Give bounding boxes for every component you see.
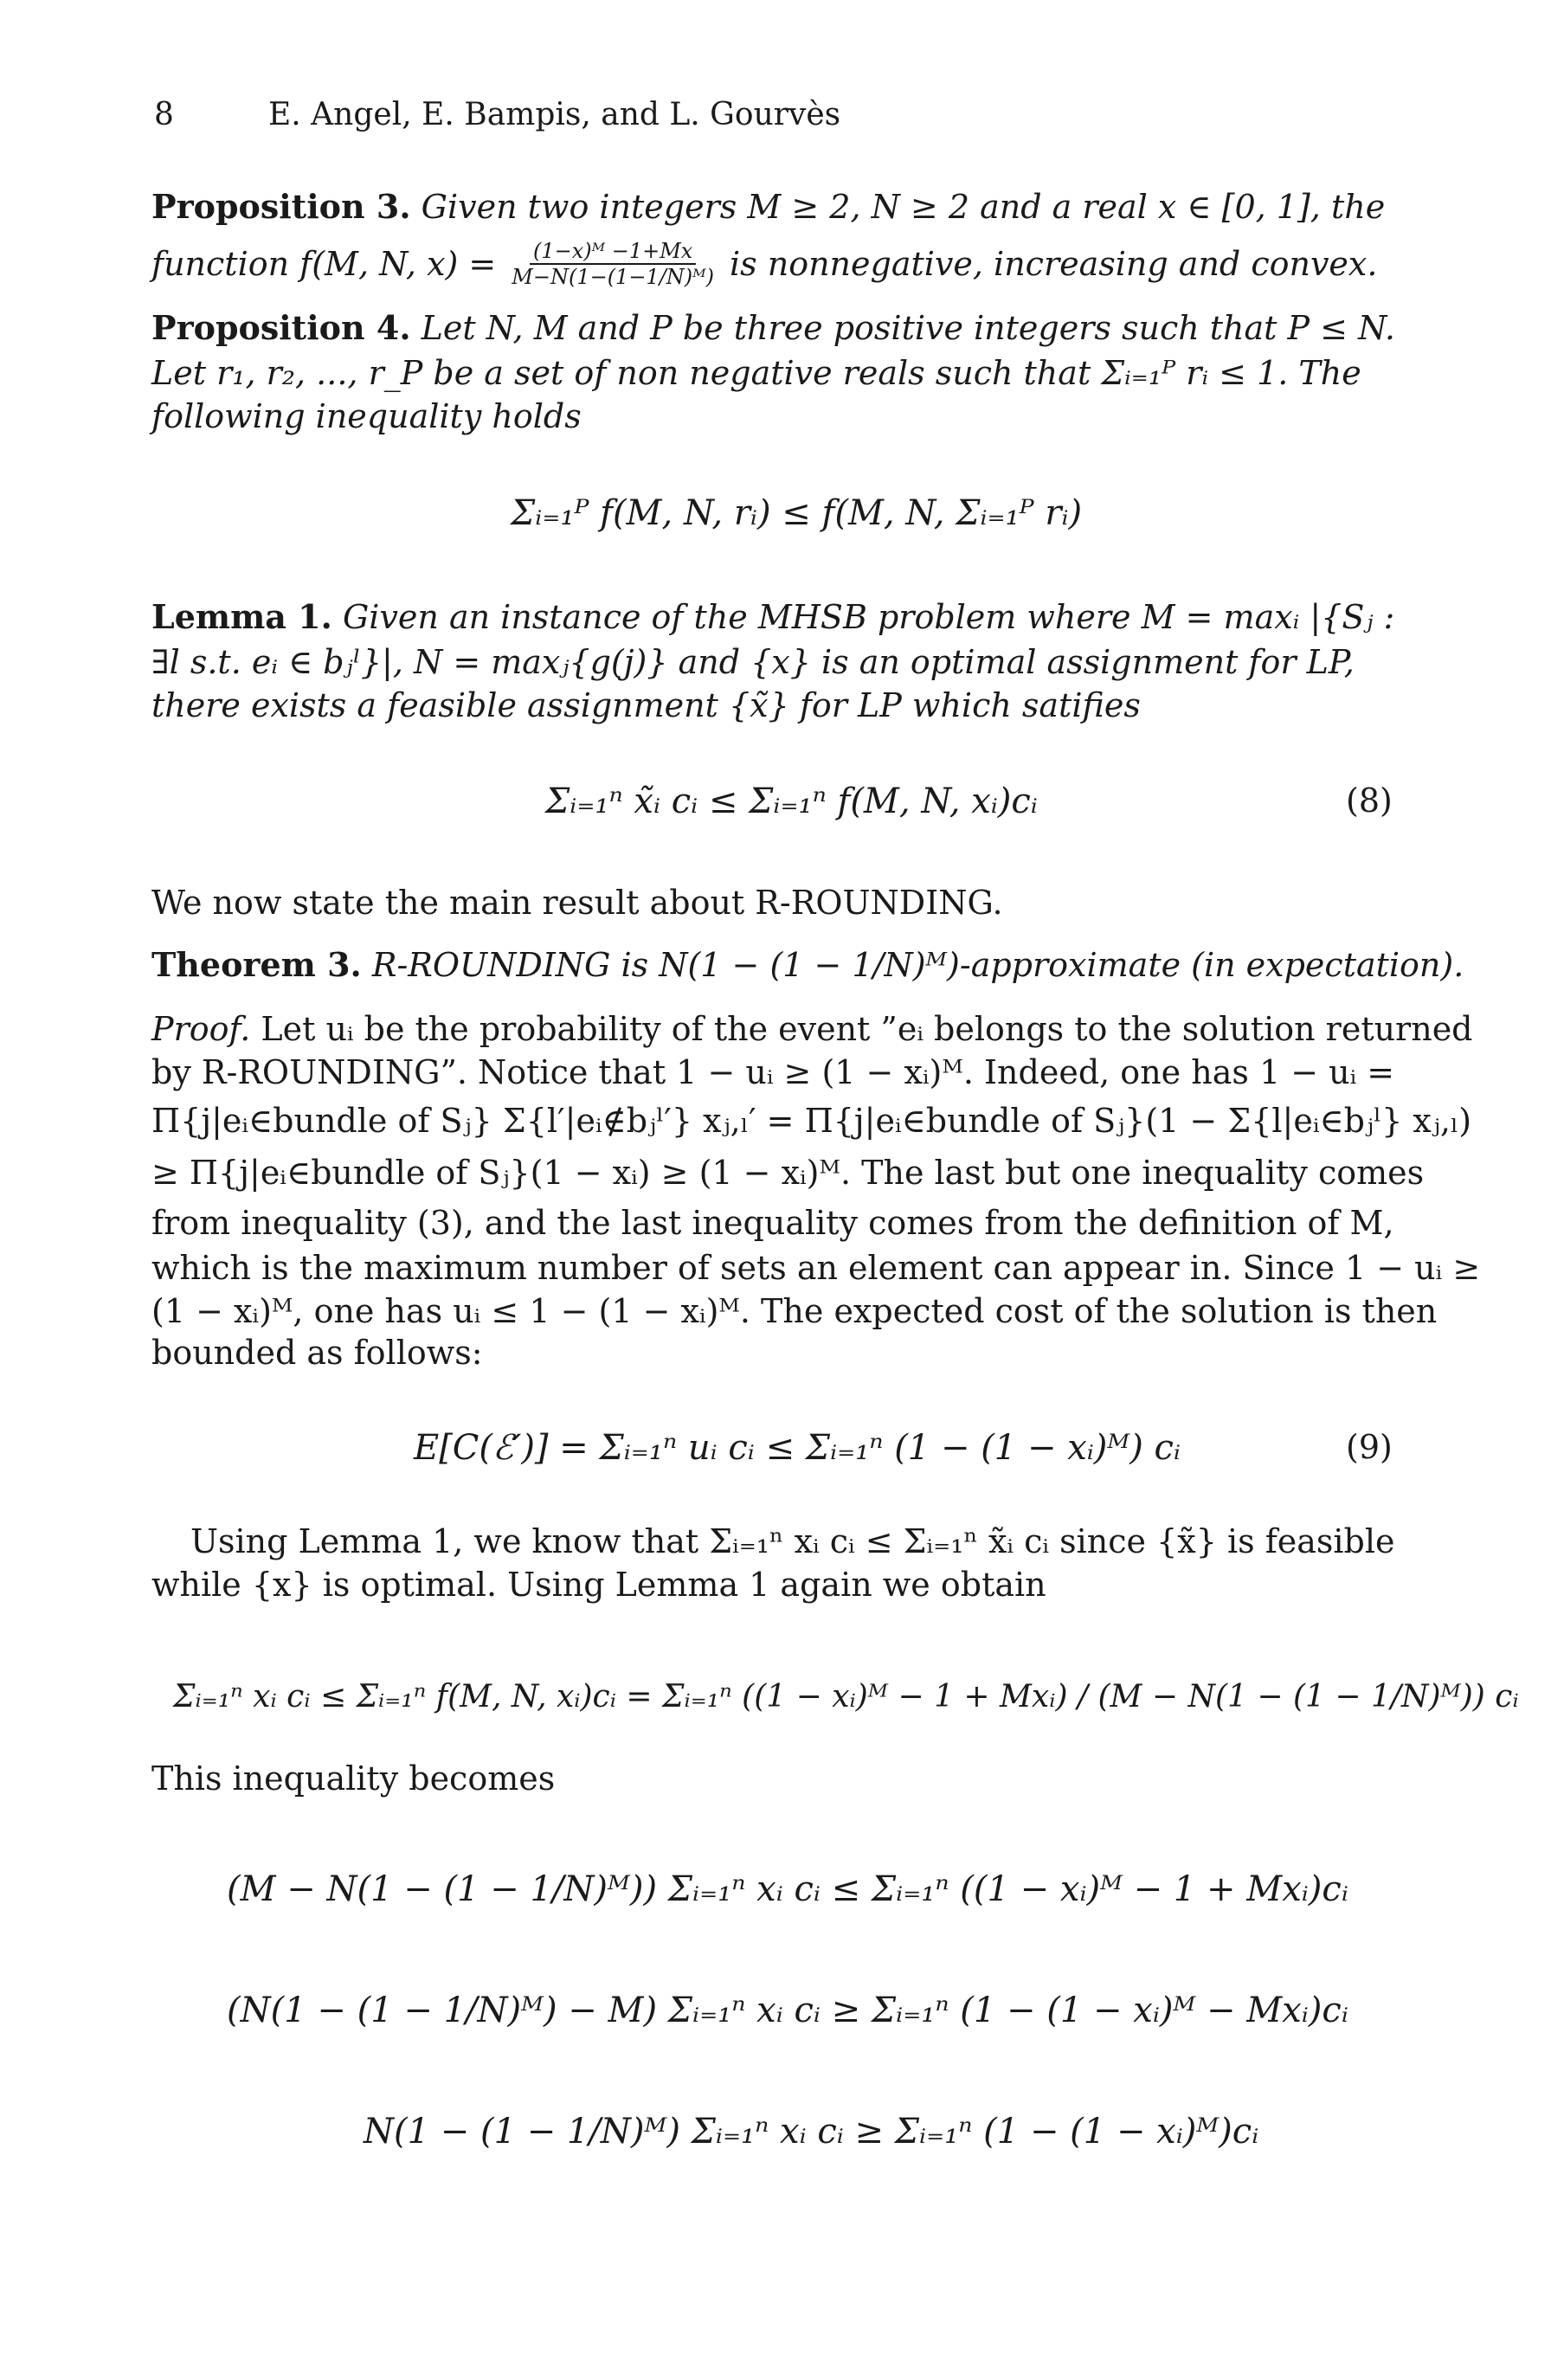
proof-line-3: Π{j|eᵢ∈bundle of Sⱼ} Σ{l′|eᵢ∉bⱼˡ′} xⱼ,ₗ′ = Π{j|eᵢ∈bundle of Sⱼ}(1 − Σ{l|eᵢ∈bⱼˡ} xⱼ,ₗ): [151, 1102, 1472, 1140]
proof-text-1: Let uᵢ be the probability of the event ”eᵢ belongs to the solution returned: [261, 1010, 1473, 1048]
lemma-1-line1: [151, 595, 1394, 639]
proposition-3-line1: [151, 185, 1385, 228]
proof-line-1: [151, 1007, 1473, 1051]
proposition-3-function: function f(M, N, x) =: [151, 245, 497, 283]
using-line-1: Using Lemma 1, we know that Σᵢ₌₁ⁿ xᵢ cᵢ ≤ Σᵢ₌₁ⁿ x̃ᵢ cᵢ since {x̃} is feasible: [190, 1522, 1395, 1560]
equation-number-8: (8): [1346, 782, 1393, 820]
lemma-1-text-1: Given an instance of the MHSB problem where M = maxᵢ |{Sⱼ :: [342, 598, 1395, 636]
page-number: 8: [154, 97, 174, 132]
proposition-3-fraction: [508, 239, 718, 289]
proposition-4-equation: Σᵢ₌₁ᴾ f(M, N, rᵢ) ≤ f(M, N, Σᵢ₌₁ᴾ rᵢ): [511, 493, 1083, 533]
theorem-3: [151, 943, 1464, 987]
proposition-4-line1: [151, 306, 1395, 350]
inequality-line-3: N(1 − (1 − 1/N)ᴹ) Σᵢ₌₁ⁿ xᵢ cᵢ ≥ Σᵢ₌₁ⁿ (1 − (1 − xᵢ)ᴹ)cᵢ: [364, 2112, 1259, 2152]
proposition-3-conclusion: is nonnegative, increasing and convex.: [730, 245, 1378, 283]
fraction-denominator: M−N(1−(1−1/N)ᴹ): [512, 265, 714, 289]
proof-line-6: which is the maximum number of sets an element can appear in. Since 1 − uᵢ ≥: [151, 1249, 1481, 1287]
proposition-4-label: Proposition 4.: [151, 308, 411, 347]
using-line-2: while {x} is optimal. Using Lemma 1 again we obtain: [151, 1566, 1046, 1604]
inequality-line-1: (M − N(1 − (1 − 1/N)ᴹ)) Σᵢ₌₁ⁿ xᵢ cᵢ ≤ Σᵢ₌₁ⁿ ((1 − xᵢ)ᴹ − 1 + Mxᵢ)cᵢ: [227, 1869, 1348, 1909]
proposition-4-line2: Let r₁, r₂, ..., r_P be a set of non negative reals such that Σᵢ₌₁ᴾ rᵢ ≤ 1. The: [151, 354, 1361, 392]
lemma-1-equation: Σᵢ₌₁ⁿ x̃ᵢ cᵢ ≤ Σᵢ₌₁ⁿ f(M, N, xᵢ)cᵢ: [545, 782, 1038, 821]
proposition-3-text: Given two integers M ≥ 2, N ≥ 2 and a real x ∈ [0, 1], the: [421, 188, 1386, 226]
equation-number-9: (9): [1346, 1428, 1393, 1466]
fraction-numerator: (1−x)ᴹ −1+Mx: [530, 239, 696, 265]
lemma-1-label: Lemma 1.: [151, 597, 332, 636]
equation-9: E[C(ℰ′)] = Σᵢ₌₁ⁿ uᵢ cᵢ ≤ Σᵢ₌₁ⁿ (1 − (1 − xᵢ)ᴹ) cᵢ: [414, 1428, 1181, 1468]
running-title: E. Angel, E. Bampis, and L. Gourvès: [268, 97, 841, 132]
inequality-becomes: This inequality becomes: [151, 1759, 556, 1798]
proposition-4-line3: following inequality holds: [151, 397, 582, 435]
inequality-line-2: (N(1 − (1 − 1/N)ᴹ) − M) Σᵢ₌₁ⁿ xᵢ cᵢ ≥ Σᵢ₌₁ⁿ (1 − (1 − xᵢ)ᴹ − Mxᵢ)cᵢ: [227, 1991, 1348, 2030]
proof-line-7: (1 − xᵢ)ᴹ, one has uᵢ ≤ 1 − (1 − xᵢ)ᴹ. The expected cost of the solution is then: [151, 1292, 1438, 1330]
lemma-1-line3: there exists a feasible assignment {x̃} for LP which satifies: [151, 686, 1141, 724]
proposition-4-text-1: Let N, M and P be three positive integers such that P ≤ N.: [421, 309, 1396, 347]
proposition-3-label: Proposition 3.: [151, 187, 411, 226]
proposition-3-line2: [151, 239, 1377, 289]
theorem-3-text: R-ROUNDING is N(1 − (1 − 1/N)ᴹ)-approximate (in expectation).: [371, 946, 1464, 984]
proof-line-2: by R-ROUNDING”. Notice that 1 − uᵢ ≥ (1 − xᵢ)ᴹ. Indeed, one has 1 − uᵢ =: [151, 1053, 1395, 1091]
proof-label: Proof.: [151, 1010, 251, 1048]
theorem-3-label: Theorem 3.: [151, 945, 362, 984]
main-result-sentence: We now state the main result about R-ROUNDING.: [151, 884, 1003, 922]
proof-line-5: from inequality (3), and the last inequality comes from the definition of M,: [151, 1204, 1394, 1242]
proof-line-8: bounded as follows:: [151, 1334, 483, 1372]
equation-10: Σᵢ₌₁ⁿ xᵢ cᵢ ≤ Σᵢ₌₁ⁿ f(M, N, xᵢ)cᵢ = Σᵢ₌₁ⁿ ((1 − xᵢ)ᴹ − 1 + Mxᵢ) / (M − N(1 − (1 − 1/N)ᴹ)) cᵢ: [173, 1679, 1519, 1714]
lemma-1-line2: ∃l s.t. eᵢ ∈ bⱼˡ}|, N = maxⱼ{g(j)} and {x} is an optimal assignment for LP,: [151, 643, 1355, 681]
proof-line-4: ≥ Π{j|eᵢ∈bundle of Sⱼ}(1 − xᵢ) ≥ (1 − xᵢ)ᴹ. The last but one inequality comes: [151, 1154, 1425, 1192]
